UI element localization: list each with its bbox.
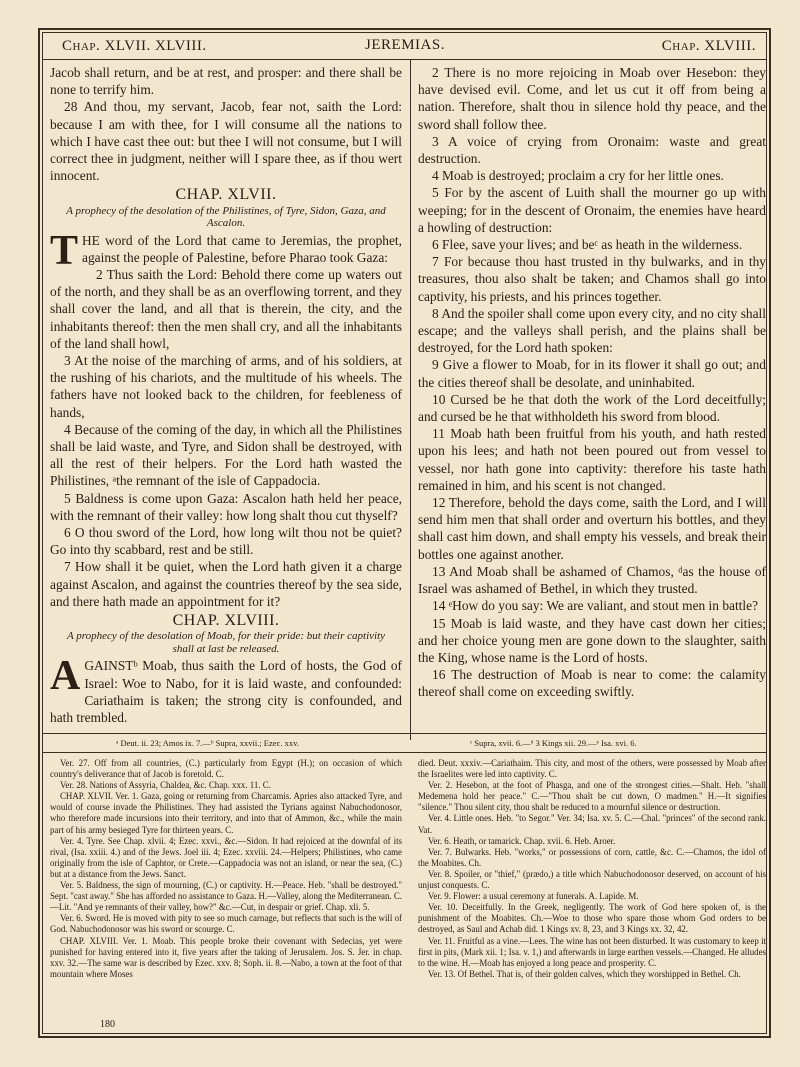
commentary-note: Ver. 2. Hesebon, at the foot of Phasga, and one of the strongest cities.—Shalt. Heb. "shall Medemena hold her peace." C.—"Thou shalt be cut down, O madmen." H.—It signifies "silence." Thou silent city, thou shalt be reduced to a mournful silence or destruction. bbox=[418, 780, 766, 813]
verse: 6 O thou sword of the Lord, how long wilt thou not be quiet? Go into thy scabbard, rest and be still. bbox=[50, 525, 402, 558]
header-left-chapter: Chap. XLVII. XLVIII. bbox=[62, 38, 207, 54]
verse: 10 Cursed be he that doth the work of the Lord deceitfully; and cursed be he that withholdeth his sword from blood. bbox=[418, 391, 766, 425]
header-right-chapter: Chap. XLVIII. bbox=[661, 38, 756, 54]
commentary-left bbox=[50, 758, 402, 980]
running-header bbox=[48, 34, 762, 56]
right-text-column bbox=[418, 64, 766, 701]
verse: Jacob shall return, and be at rest, and prosper: and there shall be none to terrify him. bbox=[50, 65, 402, 98]
commentary-note: Ver. 11. Fruitful as a vine.—Lees. The wine has not been disturbed. It was customary to keep it first in pits, (Mark xii. 1; Isa. v. 1,) and afterwards in large earthen vessels.—Changed. He alludes to the wine. H.—Moab has enjoyed a long peace and prosperity. C. bbox=[418, 935, 766, 968]
verse: 4 Moab is destroyed; proclaim a cry for her little ones. bbox=[432, 168, 724, 184]
verse: 15 Moab is laid waste, and they have cast down her cities; and her choice young men are gone down to the slaughter, saith the King, whose name is the Lord of hosts. bbox=[418, 615, 766, 665]
verse: 13 And Moab shall be ashamed of Chamos, ᵈas the house of Israel was ashamed of Bethel, in which they trusted. bbox=[418, 563, 766, 597]
commentary-note: CHAP. XLVII. Ver. 1. Gaza, going or returning from Charcamis. Apries also attacked Tyre, and would of course invade the Philistines. They had assisted the Tyrians against Nabuchodonosor, who therefore made incursions into their territory, and into that of Ammon, &c., while the main part of his army besieged Tyre for thirteen years. C. bbox=[50, 791, 402, 835]
column-divider bbox=[410, 60, 411, 740]
commentary-note: Ver. 4. Little ones. Heb. "to Segor." Ver. 34; Isa. xv. 5. C.—Chal. "princes" of the second rank. Vat. bbox=[418, 813, 766, 835]
header-rule bbox=[42, 59, 767, 60]
commentary-note: died. Deut. xxxiv.—Cariathaim. This city, and most of the others, were possessed by Moab after the Israelites were led into captivity. C. bbox=[418, 758, 766, 780]
footnote-rule bbox=[42, 733, 767, 734]
verse: 2 Thus saith the Lord: Behold there come up waters out of the north, and they shall be as an overflowing torrent, and they shall cover the land, and all that is therein, the city, and the inhabitants thereof: then the men shall cry, and all the inhabitants of the land shall howl, bbox=[50, 267, 402, 351]
chapter-heading: CHAP. XLVII. bbox=[175, 186, 277, 204]
commentary-note: Ver. 6. Heath, or tamarick. Chap. xvii. 6. Heb. Aroer. bbox=[428, 835, 616, 846]
verse: 11 Moab hath been fruitful from his youth, and hath rested upon his lees; and hath not been poured out from vessel to vessel, nor hath gone into captivity: therefore his taste hath remained in him, and his scent is not changed. bbox=[418, 426, 766, 493]
chapter-heading: CHAP. XLVIII. bbox=[172, 612, 280, 630]
page-number: 180 bbox=[100, 1019, 115, 1030]
verse: 4 Because of the coming of the day, in which all the Philistines shall be laid waste, and Tyre, and Sidon shall be destroyed, with all the rest of their helpers. For the Lord hath wasted the Philistines, ᵃthe remnant of the isle of Cappadocia. bbox=[50, 421, 402, 489]
commentary-note: Ver. 4. Tyre. See Chap. xlvii. 4; Ezec. xxvi., &c.—Sidon. It had rejoiced at the downfal of its rival, (Isa. xxiii. 4.) and of the Jews. Joel iii. 4; Ezec. xxviii. 24.—Helpers; Philistines, who came originally from the isle of Caphtor, or Crete.—Cappadocia was not an island, or near the sea, (C.) but at a distance from the Jews. Sanct. bbox=[50, 835, 402, 879]
commentary-note: Ver. 13. Of Bethel. That is, of their golden calves, which they worshipped in Bethel. Ch. bbox=[428, 968, 741, 979]
chapter-summary: A prophecy of the desolation of Moab, for their pride: but their captivity shall at last be released. bbox=[66, 630, 386, 655]
verse: 16 The destruction of Moab is near to come: the calamity thereof shall come on exceeding swiftly. bbox=[418, 667, 766, 700]
commentary-note: Ver. 28. Nations of Assyria, Chaldea, &c. Chap. xxx. 11. C. bbox=[60, 780, 271, 791]
commentary-note: CHAP. XLVIII. Ver. 1. Moab. This people broke their covenant with Sedecias, yet were punished for having entered into it, five years after the taking of Jerusalem. Jos. S. Jer. in chap. xxv. 32.—The same war is described by Ezec. xxv. 8; Soph. ii. 8.—Nabo, a town at the foot of that mountain where Moses bbox=[50, 935, 402, 979]
commentary-note: Ver. 6. Sword. He is moved with pity to see so much carnage, but reflects that such is the will of God. Nabuchodonosor was his sword or scourge. C. bbox=[50, 913, 402, 935]
commentary-rule bbox=[42, 752, 767, 753]
verse: 5 For by the ascent of Luith shall the mourner go up with weeping; for in the descent of Oronaim, the enemies have heard a howling of destruction: bbox=[418, 185, 766, 235]
chapter-summary: A prophecy of the desolation of the Philistines, of Tyre, Sidon, Gaza, and Ascalon. bbox=[66, 204, 386, 230]
verse-text: GAINSTᵇ Moab, thus saith the Lord of hosts, the God of Israel: Woe to Nabo, for it is laid waste, and confounded: Cariathaim is taken; the strong city is confounded, and hath trembled. bbox=[50, 658, 402, 725]
verse: 8 And the spoiler shall come upon every city, and no city shall escape; and the valleys shall perish, and the plains shall be destroyed, for the Lord hath spoken: bbox=[418, 305, 766, 356]
verse bbox=[50, 227, 402, 274]
verse-text: HE word of the Lord that came to Jeremias, the prophet, against the people of Palestine, before Pharao took Gaza: bbox=[82, 232, 402, 265]
verse: 28 And thou, my servant, Jacob, fear not, saith the Lord: because I am with thee, for I will consume all the nations to which I have cast thee out: but thee I will not consume, but I will correct thee in judgment, neither will I spare thee, as if thou wert innocent. bbox=[50, 99, 402, 184]
verse: 6 Flee, save your lives; and beᶜ as heath in the wilderness. bbox=[432, 237, 743, 253]
commentary-note: Ver. 9. Flower: a usual ceremony at funerals. A. Lapide. M. bbox=[428, 891, 639, 902]
commentary-note: Ver. 10. Deceitfully. In the Greek, negligently. The work of God here spoken of, is the punishment of the Moabites. Ch.—Woe to those who spare those whom God orders to be destroyed, as Saul and Achab did. 1 Kings xv. 8, 23, and 3 Kings xx. 32, 42. bbox=[418, 902, 766, 935]
commentary-note: Ver. 7. Bulwarks. Heb. "works," or possessions of corn, cattle, &c. C.—Chamos, the idol of the Moabites. Ch. bbox=[418, 846, 766, 868]
verse: 7 How shall it be quiet, when the Lord hath given it a charge against Ascalon, and against the countries thereof by the sea side, and there hath made an appointment for it? bbox=[50, 559, 402, 609]
verse: 2 There is no more rejoicing in Moab over Hesebon: they have devised evil. Come, and let us cut it off from being a nation. Therefore, shalt thou in silence hold thy peace, and the sword shall follow thee. bbox=[418, 65, 766, 132]
left-text-column bbox=[50, 64, 402, 726]
header-book-title: JEREMIAS. bbox=[365, 37, 445, 53]
drop-cap: A bbox=[50, 653, 81, 700]
footnote-left: ᵃ Deut. ii. 23; Amos ix. 7.—ᵇ Supra, xxvii.; Ezec. xxv. bbox=[116, 738, 299, 748]
drop-cap: T bbox=[50, 227, 79, 274]
verse: 7 For because thou hast trusted in thy bulwarks, and in thy treasures, thou also shalt be taken; and Chamos shall go into captivity, his priests, and his princes together. bbox=[418, 254, 766, 304]
commentary-right bbox=[418, 758, 766, 980]
commentary-note: Ver. 27. Off from all countries, (C.) particularly from Egypt (H.); on occasion of which country's deliverance that of Jacob is foretold. C. bbox=[50, 758, 402, 780]
verse: 14 ᵉHow do you say: We are valiant, and stout men in battle? bbox=[432, 598, 759, 614]
verse: 9 Give a flower to Moab, for in its flower it shall go out; and the cities thereof shall be desolate, and uninhabited. bbox=[418, 357, 766, 390]
verse: 12 Therefore, behold the days come, saith the Lord, and I will send him men that shall order and overturn his bottles, and they shall cast him down, and shall empty his vessels, and break their bottles one against another. bbox=[418, 495, 766, 562]
verse: 5 Baldness is come upon Gaza: Ascalon hath held her peace, with the remnant of their valley: how long shalt thou cut thyself? bbox=[50, 490, 402, 523]
commentary-note: Ver. 5. Baldness, the sign of mourning, (C.) or captivity. H.—Peace. Heb. "shall be destroyed." Sept. "cast away." She has afforded no assistance to Gaza. H.—Valley, along the Mediterranean. C.—Lit. "And ye remnants of their valley, how?" &c.—Cut, in despair or grief. Chap. xli. 5. bbox=[50, 880, 402, 913]
verse bbox=[50, 653, 402, 726]
footnote-right: ᶜ Supra, xvii. 6.—ᵈ 3 Kings xii. 29.—ᵉ Isa. xvi. 6. bbox=[470, 738, 637, 748]
verse: 3 At the noise of the marching of arms, and of his soldiers, at the rushing of his chariots, and the multitude of his wheels. The fathers have not looked back to the children, for feebleness of hands, bbox=[50, 353, 402, 420]
verse: 3 A voice of crying from Oronaim: waste and great destruction. bbox=[418, 133, 766, 167]
commentary-note: Ver. 8. Spoiler, or "thief," (prædo,) a title which Nabuchodonosor deserved, on account of his unjust conquests. C. bbox=[418, 868, 766, 891]
